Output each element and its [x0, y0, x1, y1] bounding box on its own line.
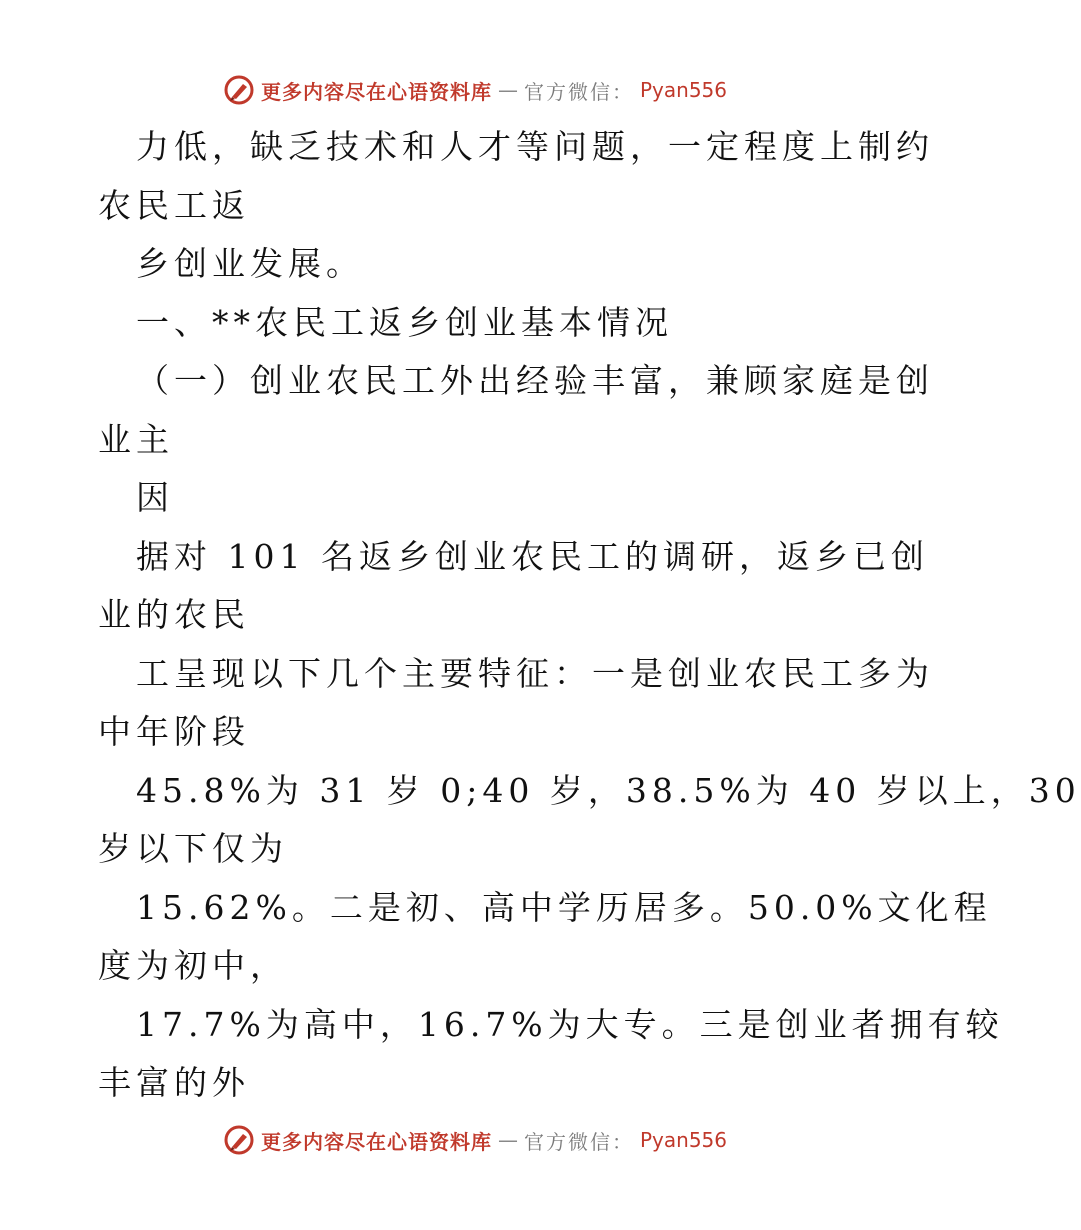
watermark-label: 官方微信：	[523, 79, 634, 104]
text-line: 力低，缺乏技术和人才等问题，一定程度上制约	[136, 127, 934, 166]
header-watermark	[0, 70, 950, 110]
text-line: 据对 101 名返乡创业农民工的调研，返乡已创	[136, 536, 929, 576]
text-line: 乡创业发展。	[136, 244, 364, 283]
text-line: 45.8%为 31 岁 0;40 岁，38.5%为 40 岁以上，30	[136, 770, 1081, 810]
footer-watermark	[0, 1120, 950, 1160]
watermark-dash: —	[497, 78, 518, 102]
watermark-wechat-id: Pyan556	[639, 78, 727, 102]
text-line: 岁以下仅为	[98, 829, 288, 868]
text-line: 业的农民	[98, 595, 250, 634]
text-line: 工呈现以下几个主要特征：一是创业农民工多为	[136, 653, 934, 693]
watermark-main-text: 更多内容尽在心语资料库	[260, 79, 492, 104]
text-line: 业主	[98, 419, 174, 459]
watermark-main-text: 更多内容尽在心语资料库	[260, 1129, 492, 1154]
text-line: 17.7%为高中，16.7%为大专。三是创业者拥有较	[136, 1004, 1004, 1044]
watermark-label: 官方微信：	[523, 1129, 634, 1154]
watermark-dash: —	[497, 1128, 518, 1152]
watermark-wechat-id: Pyan556	[639, 1128, 727, 1152]
text-line: 农民工返	[98, 185, 250, 225]
text-line: 丰富的外	[98, 1063, 250, 1102]
document-body	[98, 118, 1081, 1113]
pen-logo-icon	[223, 74, 255, 106]
text-line: 度为初中，	[98, 946, 288, 985]
text-line: 中年阶段	[98, 712, 250, 751]
text-line: 一、**农民工返乡创业基本情况	[136, 302, 673, 342]
text-line: 因	[136, 478, 174, 517]
text-line: （一）创业农民工外出经验丰富，兼顾家庭是创	[136, 361, 934, 400]
pen-logo-icon	[223, 1124, 255, 1156]
text-line: 15.62%。二是初、高中学历居多。50.0%文化程	[136, 887, 992, 927]
